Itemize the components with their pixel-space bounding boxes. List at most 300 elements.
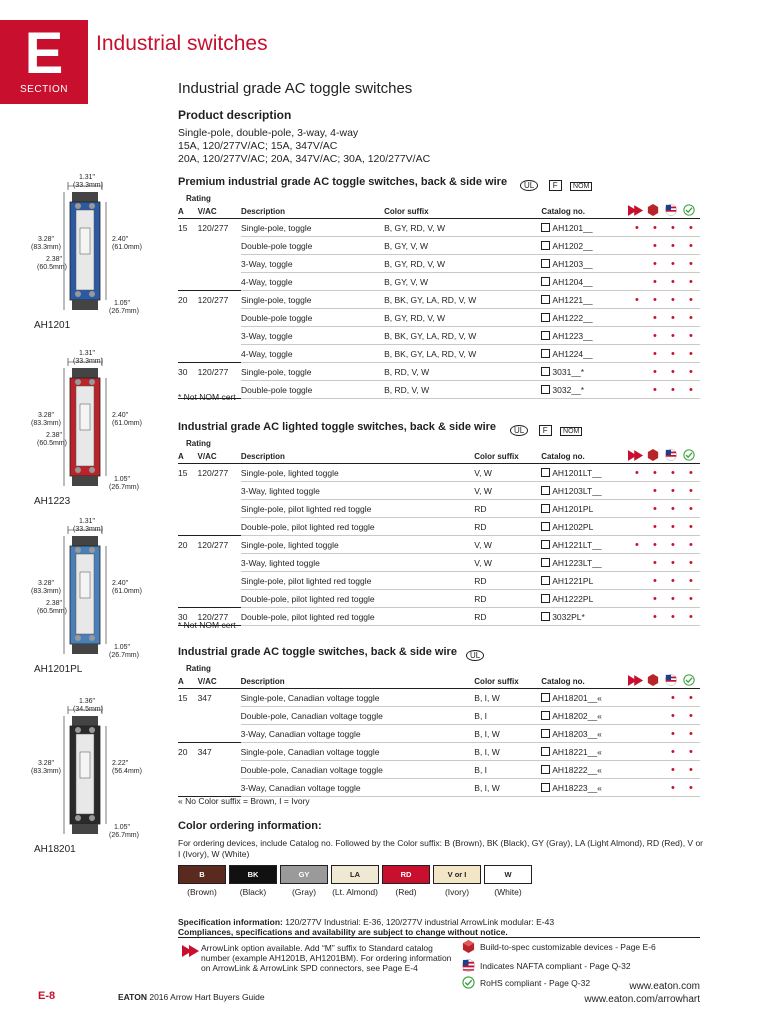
csa-icon: F	[549, 180, 562, 191]
table-row	[178, 309, 700, 327]
amp-cell	[178, 725, 198, 743]
catalog-cell	[541, 309, 628, 327]
arrowlink-icon	[628, 205, 644, 218]
availability-dot: •	[671, 257, 675, 270]
description-cell: 3-Way, Canadian voltage toggle	[241, 725, 475, 743]
col-description-header: Description	[240, 451, 285, 461]
availability-dot: •	[653, 520, 657, 533]
availability-dot: •	[635, 538, 639, 551]
availability-dot: •	[671, 538, 675, 551]
catalog-number: 3032PL*	[552, 611, 585, 622]
availability-dot: •	[635, 221, 639, 234]
availability-dot: •	[653, 556, 657, 569]
availability-dots	[628, 309, 700, 327]
availability-dot: •	[671, 610, 675, 623]
description-cell: Double-pole, pilot lighted red toggle	[241, 608, 474, 626]
rating-header: Rating	[186, 663, 211, 673]
catalog-cell	[541, 327, 628, 345]
feature-icons-header	[628, 674, 700, 689]
checkbox-icon[interactable]	[541, 223, 550, 232]
description-cell: Single-pole, pilot lighted red toggle	[241, 572, 474, 590]
dim-mount-mm: (60.5mm)	[37, 608, 67, 615]
amp-cell: 30	[178, 608, 198, 626]
catalog-cell	[541, 482, 628, 500]
catalog-number: AH1202__	[552, 240, 593, 251]
checkbox-icon[interactable]	[541, 747, 550, 756]
availability-dots	[628, 381, 700, 399]
footer-url-eaton[interactable]: www.eaton.com	[629, 981, 700, 992]
availability-dots	[628, 464, 700, 482]
catalog-cell	[541, 707, 628, 725]
footer-url-arrowhart[interactable]: www.eaton.com/arrowhart	[584, 994, 700, 1005]
amp-cell	[178, 309, 198, 327]
swatch-code: LA	[331, 865, 379, 884]
arrowlink-icon	[628, 450, 644, 463]
availability-dot: •	[671, 691, 675, 704]
availability-dots	[628, 779, 700, 797]
dim-depth-mm: (61.0mm)	[112, 420, 142, 427]
amp-cell	[178, 761, 198, 779]
availability-dot: •	[689, 275, 693, 288]
table2-title: Industrial grade AC lighted toggle switches, back & side wire	[178, 421, 497, 433]
availability-dot: •	[671, 293, 675, 306]
checkbox-icon[interactable]	[541, 277, 550, 286]
col-vac-header: V/AC	[197, 676, 217, 686]
availability-dot: •	[671, 781, 675, 794]
table-row	[178, 500, 700, 518]
table1-note: * Not NOM cert	[178, 392, 236, 402]
checkbox-icon[interactable]	[541, 522, 550, 531]
catalog-cell	[541, 743, 628, 761]
product-label: AH1201	[34, 320, 71, 331]
checkbox-icon[interactable]	[541, 367, 550, 376]
description-cell: 3-Way, toggle	[241, 327, 384, 345]
availability-dot: •	[689, 520, 693, 533]
availability-dots	[628, 608, 700, 626]
table-row	[178, 743, 700, 761]
catalog-cell	[541, 219, 628, 237]
vac-cell	[198, 725, 241, 743]
amp-cell	[178, 345, 198, 363]
spec-table	[178, 192, 700, 399]
availability-dots	[628, 345, 700, 363]
checkbox-icon[interactable]	[541, 295, 550, 304]
color-swatch	[280, 864, 328, 897]
color-suffix-cell: V, W	[474, 554, 541, 572]
availability-dot: •	[653, 311, 657, 324]
catalog-number: AH1224__	[552, 348, 593, 359]
checkbox-icon[interactable]	[541, 468, 550, 477]
section-word: SECTION	[20, 84, 68, 95]
dim-width-mm: (33.3mm)	[73, 358, 103, 365]
swatch-name: (Gray)	[291, 887, 317, 897]
vac-cell: 120/277	[198, 536, 241, 554]
ul-listed-icon: UL	[510, 425, 528, 436]
legend-nafta: Indicates NAFTA compliant - Page Q-32	[480, 961, 631, 971]
checkbox-icon[interactable]	[541, 765, 550, 774]
catalog-number: AH1202PL	[552, 521, 594, 532]
catalog-number: AH1221LT__	[552, 539, 602, 550]
amp-cell	[178, 707, 198, 725]
availability-dots	[628, 743, 700, 761]
availability-dot: •	[653, 592, 657, 605]
availability-dot: •	[689, 221, 693, 234]
build-to-spec-icon	[644, 674, 662, 688]
vac-cell	[198, 237, 241, 255]
table-row	[178, 779, 700, 797]
table-row	[178, 291, 700, 309]
availability-dot: •	[653, 610, 657, 623]
catalog-cell	[541, 761, 628, 779]
section-letter: E	[24, 21, 64, 86]
table-row	[178, 707, 700, 725]
catalog-cell	[541, 381, 628, 399]
dim-depth: 2.40"	[112, 412, 129, 419]
availability-dot: •	[689, 383, 693, 396]
amp-cell	[178, 327, 198, 345]
product-label: AH18201	[34, 844, 76, 855]
availability-dot: •	[671, 727, 675, 740]
availability-dot: •	[653, 383, 657, 396]
nafta-flag-icon	[662, 674, 680, 688]
checkbox-icon[interactable]	[541, 241, 550, 250]
product-figure	[0, 352, 170, 522]
color-suffix-cell: B, I, W	[474, 725, 541, 743]
footer-guide	[118, 992, 265, 1002]
color-suffix-cell: B, BK, GY, LA, RD, V, W	[384, 345, 541, 363]
catalog-cell	[541, 689, 628, 707]
product-description-line: 20A, 120/277V/AC; 20A, 347V/AC; 30A, 120/277V/AC	[178, 153, 431, 165]
table-row	[178, 518, 700, 536]
availability-dot: •	[653, 257, 657, 270]
description-cell: Single-pole, lighted toggle	[241, 464, 474, 482]
catalog-cell	[541, 363, 628, 381]
availability-dots	[628, 237, 700, 255]
table-row	[178, 255, 700, 273]
availability-dot: •	[671, 347, 675, 360]
catalog-number: AH1222PL	[552, 593, 594, 604]
product-figure	[0, 700, 170, 870]
amp-cell	[178, 572, 198, 590]
description-cell: Double-pole, pilot lighted red toggle	[241, 590, 474, 608]
col-vac-header: V/AC	[197, 206, 217, 216]
availability-dot: •	[671, 311, 675, 324]
vac-cell	[198, 345, 241, 363]
build-to-spec-icon	[644, 449, 662, 463]
legend-build-to-spec: Build-to-spec customizable devices - Page E-6	[480, 942, 656, 952]
col-catalog-header: Catalog no.	[541, 676, 585, 686]
col-color-header: Color suffix	[474, 676, 519, 686]
availability-dot: •	[671, 502, 675, 515]
product-description-heading: Product description	[178, 108, 292, 122]
cert-marks-2	[510, 420, 582, 438]
dim-base: 1.05"	[113, 824, 131, 831]
description-cell: Double-pole toggle	[241, 237, 384, 255]
table-row	[178, 345, 700, 363]
availability-dot: •	[653, 239, 657, 252]
color-suffix-cell: B, I	[474, 707, 541, 725]
checkbox-icon[interactable]	[541, 259, 550, 268]
availability-dot: •	[653, 365, 657, 378]
dim-mount: 2.38"	[45, 432, 63, 439]
description-cell: 3-Way, toggle	[241, 255, 384, 273]
amp-cell	[178, 482, 198, 500]
description-cell: 3-Way, lighted toggle	[241, 482, 474, 500]
catalog-cell	[541, 536, 628, 554]
catalog-number: 3032__*	[552, 384, 585, 395]
color-suffix-cell: B, GY, RD, V, W	[384, 255, 541, 273]
availability-dots	[628, 255, 700, 273]
availability-dot: •	[689, 502, 693, 515]
checkbox-icon[interactable]	[541, 486, 550, 495]
amp-cell: 30	[178, 363, 198, 381]
checkbox-icon[interactable]	[541, 711, 550, 720]
availability-dots	[628, 219, 700, 237]
feature-icons-header	[628, 204, 700, 219]
color-swatch	[331, 864, 379, 897]
availability-dots	[628, 725, 700, 743]
color-swatch	[229, 864, 277, 897]
catalog-number: AH1201LT__	[552, 467, 602, 478]
amp-cell	[178, 779, 198, 797]
dim-width: 1.31"	[78, 174, 96, 181]
availability-dots	[628, 554, 700, 572]
vac-cell	[198, 554, 241, 572]
catalog-cell	[541, 464, 628, 482]
availability-dot: •	[671, 221, 675, 234]
availability-dot: •	[689, 257, 693, 270]
catalog-cell	[541, 291, 628, 309]
color-suffix-cell: RD	[474, 500, 541, 518]
swatch-name: (Brown)	[187, 887, 217, 897]
dim-width-mm: (34.5mm)	[73, 706, 103, 713]
build-to-spec-icon	[644, 204, 662, 218]
ul-listed-icon: UL	[466, 650, 484, 661]
nafta-flag-icon	[662, 204, 680, 218]
description-cell: Double-pole, Canadian voltage toggle	[241, 707, 475, 725]
color-suffix-cell: B, GY, V, W	[384, 273, 541, 291]
divider	[178, 937, 700, 938]
nafta-flag-icon	[662, 449, 680, 463]
page-subtitle: Industrial grade AC toggle switches	[178, 80, 413, 97]
dim-mount: 2.38"	[45, 256, 63, 263]
table-row	[178, 608, 700, 626]
checkbox-icon[interactable]	[541, 612, 550, 621]
checkbox-icon[interactable]	[541, 594, 550, 603]
col-description-header: Description	[241, 206, 286, 216]
build-to-spec-icon	[462, 940, 475, 958]
section-tab	[0, 20, 88, 104]
catalog-number: 3031__*	[552, 366, 585, 377]
dim-height: 3.28"	[37, 236, 55, 243]
dim-height-mm: (83.3mm)	[31, 420, 61, 427]
spec-table	[178, 662, 700, 797]
cert-marks-1	[520, 175, 592, 193]
catalog-cell	[541, 554, 628, 572]
availability-dots	[628, 590, 700, 608]
description-cell: Single-pole, pilot lighted red toggle	[241, 500, 474, 518]
availability-dots	[628, 518, 700, 536]
dim-base: 1.05"	[113, 300, 131, 307]
color-suffix-cell: B, GY, RD, V, W	[384, 219, 541, 237]
catalog-cell	[541, 237, 628, 255]
table-row	[178, 554, 700, 572]
catalog-cell	[541, 255, 628, 273]
catalog-cell	[541, 608, 628, 626]
description-cell: Double-pole, pilot lighted red toggle	[241, 518, 474, 536]
checkbox-icon[interactable]	[541, 331, 550, 340]
availability-dots	[628, 500, 700, 518]
availability-dot: •	[671, 365, 675, 378]
catalog-number: AH1201PL	[552, 503, 594, 514]
catalog-number: AH1223LT__	[552, 557, 602, 568]
vac-cell	[198, 761, 241, 779]
dim-width-mm: (33.3mm)	[73, 182, 103, 189]
swatch-name: (Lt. Almond)	[332, 887, 378, 897]
table2-note: * Not NOM cert	[178, 620, 236, 630]
availability-dot: •	[671, 239, 675, 252]
availability-dot: •	[689, 691, 693, 704]
table-row	[178, 572, 700, 590]
product-label: AH1201PL	[34, 664, 83, 675]
checkbox-icon[interactable]	[541, 576, 550, 585]
dim-depth-mm: (61.0mm)	[112, 588, 142, 595]
availability-dot: •	[653, 347, 657, 360]
vac-cell: 120/277	[197, 222, 229, 233]
catalog-number: AH1221PL	[552, 575, 594, 586]
checkbox-icon[interactable]	[541, 558, 550, 567]
checkbox-icon[interactable]	[541, 385, 550, 394]
checkbox-icon[interactable]	[541, 540, 550, 549]
table-row	[178, 725, 700, 743]
availability-dot: •	[689, 484, 693, 497]
table-row	[178, 273, 700, 291]
availability-dot: •	[689, 745, 693, 758]
table-row	[178, 381, 700, 399]
swatch-name: (Ivory)	[444, 887, 470, 897]
vac-cell	[198, 779, 241, 797]
amp-cell: 15	[178, 467, 188, 478]
availability-dot: •	[671, 484, 675, 497]
availability-dot: •	[653, 574, 657, 587]
product-label: AH1223	[34, 496, 71, 507]
swatch-code: GY	[280, 865, 328, 884]
availability-dots	[628, 291, 700, 309]
availability-dots	[628, 761, 700, 779]
description-cell: 4-Way, toggle	[241, 273, 384, 291]
availability-dot: •	[689, 556, 693, 569]
amp-cell: 20	[178, 291, 198, 309]
col-color-header: Color suffix	[384, 206, 429, 216]
dim-height-mm: (83.3mm)	[31, 768, 61, 775]
availability-dot: •	[689, 574, 693, 587]
catalog-cell	[541, 725, 628, 743]
dim-width: 1.36"	[78, 698, 96, 705]
availability-dot: •	[689, 610, 693, 623]
nom-icon: NOM	[560, 427, 582, 436]
availability-dot: •	[653, 329, 657, 342]
availability-dot: •	[671, 763, 675, 776]
amp-cell	[178, 255, 198, 273]
dim-depth: 2.40"	[112, 236, 129, 243]
checkbox-icon[interactable]	[541, 693, 550, 702]
ul-listed-icon: UL	[520, 180, 538, 191]
compliance-note: Compliances, specifications and availability are subject to change without notice.	[178, 927, 508, 937]
color-suffix-cell: V, W	[474, 536, 541, 554]
color-swatch	[178, 864, 226, 897]
description-cell: Double-pole toggle	[241, 309, 384, 327]
table3-title: Industrial grade AC toggle switches, back & side wire	[178, 646, 457, 658]
spec-table	[178, 437, 700, 626]
checkbox-icon[interactable]	[541, 313, 550, 322]
color-suffix-cell: B, I, W	[474, 689, 541, 707]
feature-icons-header	[628, 449, 700, 464]
color-suffix-cell: B, GY, V, W	[384, 237, 541, 255]
rohs-icon	[680, 204, 698, 218]
product-description	[178, 108, 430, 166]
color-suffix-cell: B, BK, GY, LA, RD, V, W	[384, 291, 541, 309]
availability-dot: •	[671, 275, 675, 288]
col-amp-header: A	[178, 676, 184, 686]
description-cell: Single-pole, toggle	[241, 219, 384, 237]
availability-dots	[628, 363, 700, 381]
catalog-number: AH18202__«	[552, 710, 602, 721]
description-cell: Single-pole, Canadian voltage toggle	[241, 743, 475, 761]
catalog-cell	[541, 518, 628, 536]
color-ordering-text: For ordering devices, include Catalog no. Followed by the Color suffix: B (Brown), BK (Black), GY (Gray), LA (Light Almond), RD (Red), V or I (Ivory), W (White)	[178, 838, 704, 859]
catalog-cell	[541, 572, 628, 590]
dim-base-mm: (26.7mm)	[109, 484, 139, 491]
col-amp-header: A	[178, 451, 184, 461]
checkbox-icon[interactable]	[541, 729, 550, 738]
amp-cell: 20	[178, 743, 198, 761]
vac-cell: 120/277	[198, 363, 241, 381]
catalog-cell	[541, 500, 628, 518]
amp-cell	[178, 500, 198, 518]
availability-dots	[628, 482, 700, 500]
swatch-name: (White)	[494, 887, 522, 897]
table-row	[178, 219, 700, 237]
availability-dot: •	[653, 275, 657, 288]
color-swatch	[433, 864, 481, 897]
dim-mount-mm: (60.5mm)	[37, 440, 67, 447]
availability-dot: •	[671, 466, 675, 479]
checkbox-icon[interactable]	[541, 504, 550, 513]
vac-cell	[198, 590, 241, 608]
page-number: E-8	[38, 990, 56, 1002]
vac-cell	[198, 309, 241, 327]
arrowlink-icon	[182, 944, 200, 962]
vac-cell	[198, 327, 241, 345]
availability-dot: •	[671, 574, 675, 587]
availability-dot: •	[671, 520, 675, 533]
availability-dot: •	[653, 466, 657, 479]
catalog-number: AH18203__«	[552, 728, 602, 739]
catalog-number: AH18221__«	[552, 746, 602, 757]
checkbox-icon[interactable]	[541, 349, 550, 358]
availability-dot: •	[689, 293, 693, 306]
description-cell: Single-pole, toggle	[241, 363, 384, 381]
dim-depth-mm: (61.0mm)	[112, 244, 142, 251]
availability-dots	[628, 707, 700, 725]
checkbox-icon[interactable]	[541, 783, 550, 792]
footer-guide-text: 2016 Arrow Hart Buyers Guide	[149, 992, 265, 1002]
swatch-code: B	[178, 865, 226, 884]
catalog-number: AH18201__«	[552, 692, 602, 703]
color-suffix-cell: B, I, W	[474, 779, 541, 797]
page-title: Industrial switches	[96, 32, 268, 55]
rohs-icon	[680, 449, 698, 463]
